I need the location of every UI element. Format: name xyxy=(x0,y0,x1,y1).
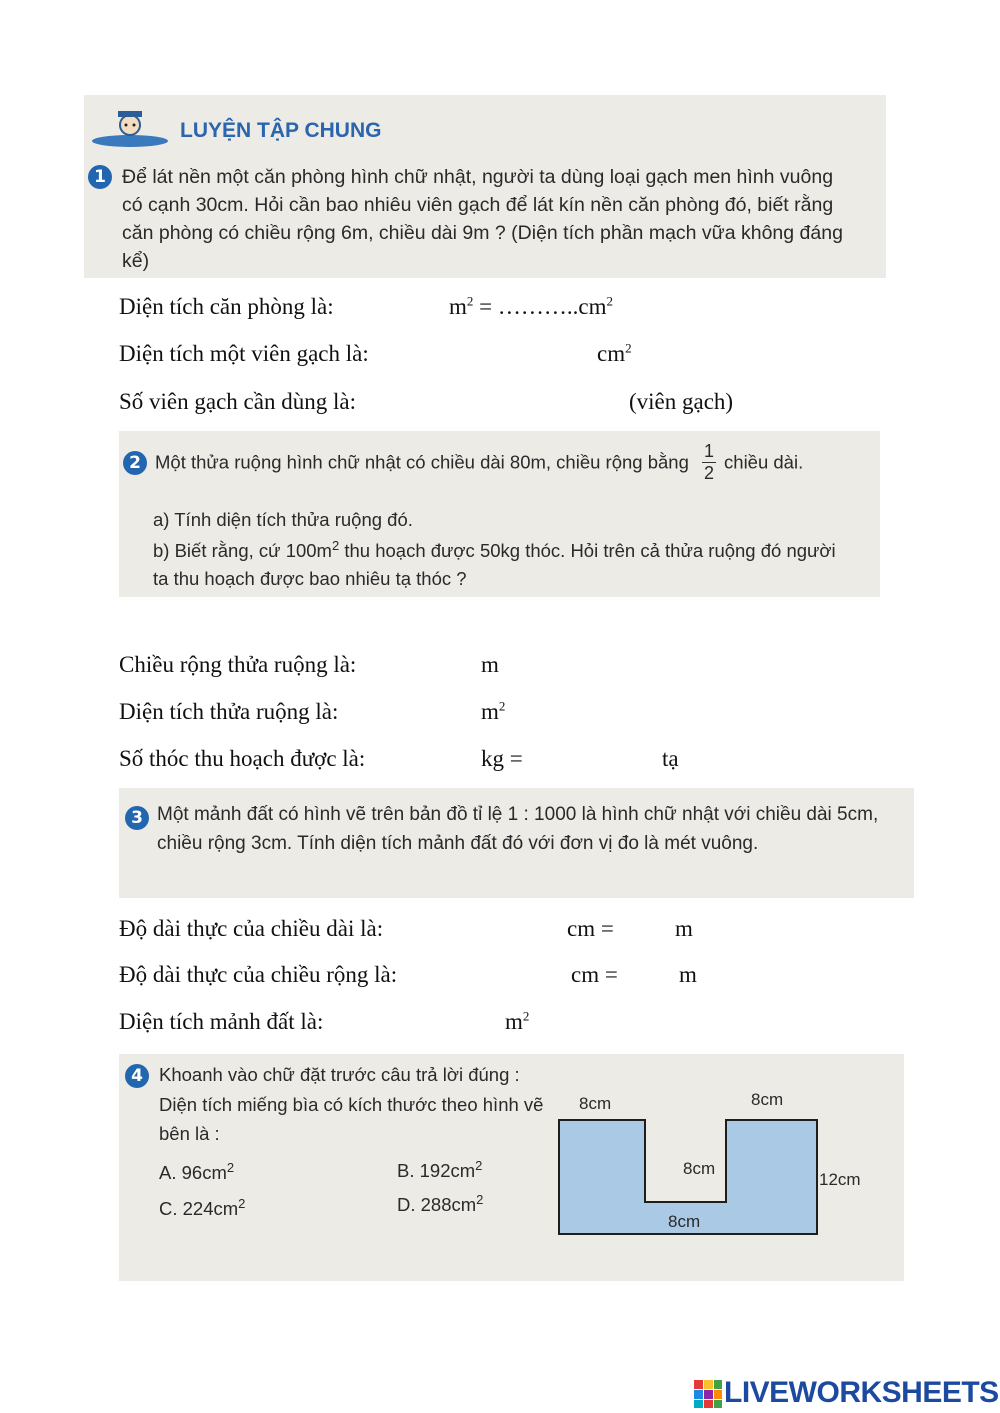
problem-4-intro: Khoanh vào chữ đặt trước câu trả lời đúng : xyxy=(159,1064,520,1085)
problem-number-badge: 3 xyxy=(125,806,149,830)
problem-1-text: Để lát nền một căn phòng hình chữ nhật, người ta dùng loại gạch men hình vuông có cạnh 30cm. Hỏi cần bao nhiêu viên gạch để lát kín nền căn phòng đó, biết rằng căn phòng có chiều rộng 6m, chiều dài 9m ? (Diện tích phần mạch vữa không đáng kể) xyxy=(122,166,843,272)
label-top-right: 8cm xyxy=(751,1090,784,1109)
section-title: LUYỆN TẬP CHUNG xyxy=(180,119,382,142)
answer-unit-2: m xyxy=(675,916,693,941)
answer-label: Diện tích căn phòng là: xyxy=(119,294,334,319)
problem-3-text: Một mảnh đất có hình vẽ trên bản đồ tỉ lệ 1 : 1000 là hình chữ nhật với chiều dài 5cm, chiều rộng 3cm. Tính diện tích mảnh đất đó với đơn vị đo là mét vuông. xyxy=(157,804,879,854)
problem-3-box xyxy=(119,788,914,898)
problem-2-box: 2 Một thửa ruộng hình chữ nhật có chiều dài 80m, chiều rộng bằng $\frac{1}{2}$ chiều dài. a) Tính diện tích thửa ruộng đó. b) Biết rằng, cứ $100m^2$ thu hoạch được 50kg thóc. Hỏi trên cả thửa ruộng đó người ta thu hoạch được bao nhiêu tạ thóc ? xyxy=(119,431,880,597)
answer-unit: cm = xyxy=(567,916,614,941)
fraction-one-half: $\frac{1}{2}$ xyxy=(704,441,715,483)
answer-unit: (viên gạch) xyxy=(629,389,734,414)
problem-number-badge: 4 xyxy=(125,1064,149,1088)
problem-2-part-b: b) Biết rằng, cứ $100m^2$ thu hoạch được 50kg thóc. Hỏi trên cả thửa ruộng đó người ta thu hoạch được bao nhiêu tạ thóc ? xyxy=(153,537,836,589)
option-d: D. $288cm^2$ xyxy=(397,1191,484,1215)
answer-unit-2: m xyxy=(679,962,697,987)
answer-unit: cm = xyxy=(571,962,618,987)
option-c: C. $224cm^2$ xyxy=(159,1195,246,1219)
answer-label: Độ dài thực của chiều rộng là: xyxy=(119,962,398,987)
mascot-reading-icon xyxy=(90,109,170,149)
answer-unit: $m^2$ xyxy=(481,698,506,724)
problem-4-box xyxy=(119,1054,904,1281)
label-notch-width: 8cm xyxy=(668,1212,701,1231)
answer-unit: kg = xyxy=(481,746,523,771)
answer-label: Chiều rộng thửa ruộng là: xyxy=(119,652,357,677)
problem-4-question: Diện tích miếng bìa có kích thước theo hình vẽ bên là : xyxy=(159,1094,544,1144)
answer-unit: m xyxy=(481,652,499,677)
problem-1-box xyxy=(84,95,886,278)
liveworksheets-logo-icon xyxy=(694,1380,722,1408)
label-height: 12cm xyxy=(819,1170,861,1189)
answer-unit-2: tạ xyxy=(662,746,679,771)
problem-2-part-a: a) Tính diện tích thửa ruộng đó. xyxy=(153,509,413,530)
option-b: B. $192cm^2$ xyxy=(397,1157,483,1181)
answer-label: Số viên gạch cần dùng là: xyxy=(119,389,356,414)
answer-unit: $cm^2$ xyxy=(597,340,632,366)
answer-label: Số thóc thu hoạch được là: xyxy=(119,746,366,771)
answer-label: Diện tích một viên gạch là: xyxy=(119,341,369,366)
problem-number-badge: 2 xyxy=(123,451,147,475)
answer-unit: $m^2$ xyxy=(505,1008,530,1034)
u-shape-figure xyxy=(549,1092,849,1267)
option-a: A. $96cm^2$ xyxy=(159,1159,235,1183)
answer-unit: $m^2$ = $\dots\dots\dots..cm^2$ xyxy=(449,293,613,319)
label-top-left: 8cm xyxy=(579,1094,612,1113)
answer-label: Diện tích thửa ruộng là: xyxy=(119,699,339,724)
problem-number-badge: 1 xyxy=(88,165,112,189)
liveworksheets-brand-text: LIVEWORKSHEETS xyxy=(724,1376,999,1409)
label-notch-depth: 8cm xyxy=(683,1159,716,1178)
problem-2-text: Một thửa ruộng hình chữ nhật có chiều dài 80m, chiều rộng bằng xyxy=(155,451,689,473)
answer-label: Độ dài thực của chiều dài là: xyxy=(119,916,384,941)
answer-label: Diện tích mảnh đất là: xyxy=(119,1009,324,1034)
